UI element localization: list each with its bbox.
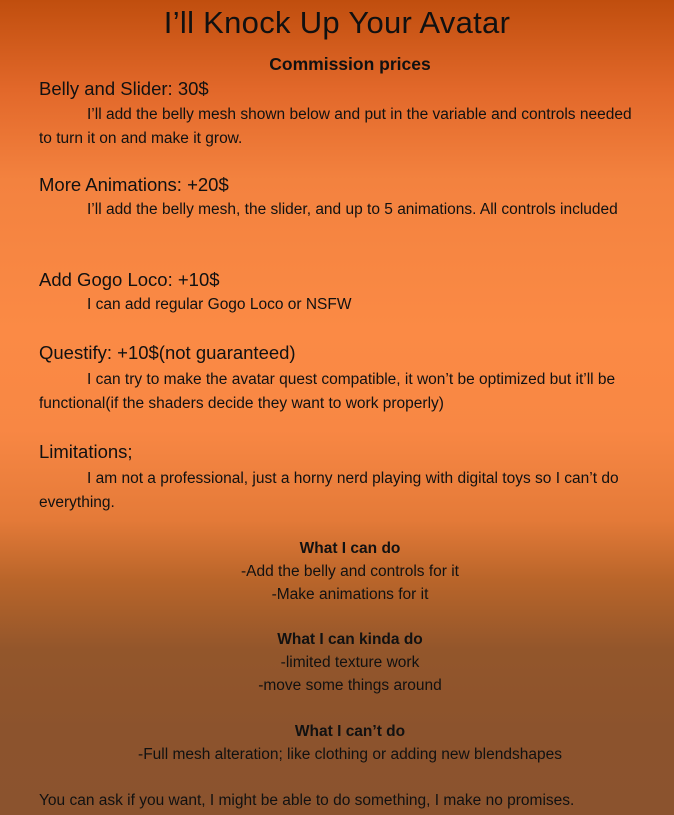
kinda-do-item: -move some things around (258, 677, 442, 694)
section-heading-gogo-loco: Add Gogo Loco: +10$ (39, 269, 220, 290)
cant-do-block (0, 720, 674, 766)
can-do-item: -Make animations for it (271, 586, 429, 603)
kinda-do-heading: What I can kinda do (277, 631, 423, 648)
kinda-do-block (0, 628, 674, 697)
section-text-more-animations: I’ll add the belly mesh, the slider, and up to 5 animations. All controls included (87, 201, 618, 218)
section-text-questify: I can try to make the avatar quest compatible, it won’t be optimized but it’ll be functional(if the shaders decide they want to work properly) (39, 371, 616, 412)
section-heading-more-animations: More Animations: +20$ (39, 174, 229, 195)
section-heading-limitations: Limitations; (39, 441, 133, 462)
cant-do-item: -Full mesh alteration; like clothing or adding new blendshapes (138, 746, 562, 763)
can-do-block (0, 537, 674, 606)
page-title: I’ll Knock Up Your Avatar (163, 5, 511, 40)
kinda-do-item: -limited texture work (280, 654, 420, 671)
section-text-gogo-loco: I can add regular Gogo Loco or NSFW (87, 296, 352, 313)
section-heading-questify: Questify: +10$(not guaranteed) (39, 342, 296, 363)
section-text-belly-slider: I’ll add the belly mesh shown below and put in the variable and controls needed to turn it on and make it grow. (39, 106, 632, 147)
page-subtitle: Commission prices (269, 54, 431, 74)
cant-do-heading: What I can’t do (294, 723, 406, 740)
footer-note: You can ask if you want, I might be able to do something, I make no promises. (39, 792, 575, 809)
section-heading-belly-slider: Belly and Slider: 30$ (39, 78, 209, 99)
can-do-item: -Add the belly and controls for it (241, 563, 459, 580)
section-text-limitations: I am not a professional, just a horny nerd playing with digital toys so I can’t do everything. (39, 470, 619, 511)
can-do-heading: What I can do (299, 540, 401, 557)
